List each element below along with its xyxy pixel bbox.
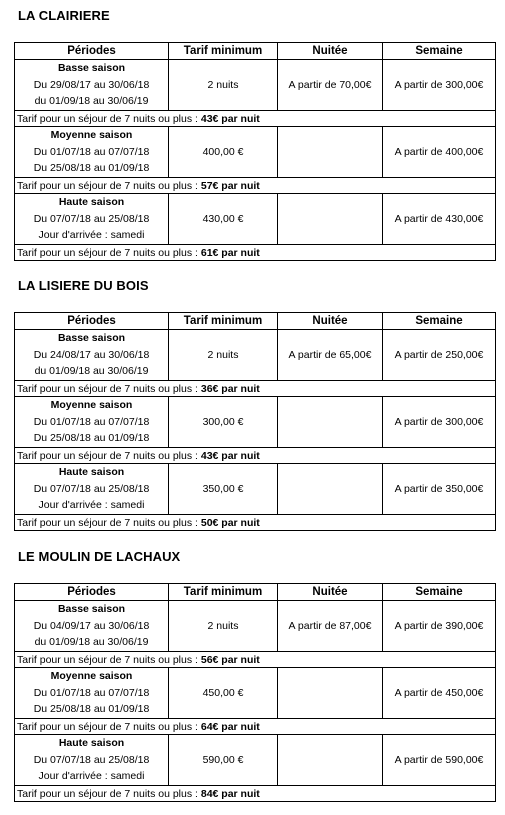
period-line: Du 29/08/17 au 30/06/18 — [33, 78, 150, 91]
night-cell — [278, 127, 383, 178]
week-cell: A partir de 300,00€ — [383, 60, 496, 111]
season-name: Moyenne saison — [50, 399, 133, 412]
night-header: Nuitée — [278, 584, 383, 601]
period-cell — [15, 330, 169, 381]
property-title: LA CLAIRIERE — [18, 8, 110, 23]
long-stay-label: Tarif pour un séjour de 7 nuits ou plus : — [17, 516, 201, 529]
night-cell: A partir de 65,00€ — [278, 330, 383, 381]
period-line: Du 07/07/18 au 25/08/18 — [33, 212, 150, 225]
season-name: Moyenne saison — [50, 670, 133, 683]
night-cell: A partir de 70,00€ — [278, 60, 383, 111]
long-stay-note — [15, 786, 496, 802]
long-stay-label: Tarif pour un séjour de 7 nuits ou plus : — [17, 787, 201, 800]
long-stay-price: 36€ par nuit — [200, 382, 260, 395]
period-cell — [15, 60, 169, 111]
week-cell: A partir de 390,00€ — [383, 601, 496, 652]
long-stay-label: Tarif pour un séjour de 7 nuits ou plus : — [17, 246, 201, 259]
season-name: Moyenne saison — [50, 129, 133, 142]
period-cell — [15, 397, 169, 448]
week-header: Semaine — [383, 43, 496, 60]
long-stay-price: 43€ par nuit — [200, 449, 260, 462]
season-name: Haute saison — [58, 466, 125, 479]
night-header: Nuitée — [278, 43, 383, 60]
long-stay-row — [15, 515, 496, 531]
long-stay-label: Tarif pour un séjour de 7 nuits ou plus : — [17, 720, 201, 733]
night-cell: A partir de 87,00€ — [278, 601, 383, 652]
periods-header: Périodes — [15, 584, 169, 601]
long-stay-row — [15, 448, 496, 464]
long-stay-label: Tarif pour un séjour de 7 nuits ou plus : — [17, 112, 201, 125]
season-row — [15, 330, 496, 381]
min-rate-header: Tarif minimum — [169, 584, 278, 601]
period-line: du 01/09/18 au 30/06/19 — [34, 636, 149, 649]
long-stay-row — [15, 719, 496, 735]
long-stay-price: 50€ par nuit — [200, 516, 260, 529]
night-cell — [278, 735, 383, 786]
long-stay-note — [15, 652, 496, 668]
min-rate-cell: 2 nuits — [169, 60, 278, 111]
long-stay-price: 61€ par nuit — [200, 246, 260, 259]
night-header: Nuitée — [278, 313, 383, 330]
min-rate-cell: 400,00 € — [169, 127, 278, 178]
min-rate-cell: 350,00 € — [169, 464, 278, 515]
long-stay-row — [15, 245, 496, 261]
season-row — [15, 194, 496, 245]
periods-header: Périodes — [15, 313, 169, 330]
night-cell — [278, 668, 383, 719]
night-cell — [278, 397, 383, 448]
long-stay-price: 64€ par nuit — [200, 720, 260, 733]
season-name: Basse saison — [57, 332, 126, 345]
long-stay-note — [15, 111, 496, 127]
period-line: Jour d'arrivée : samedi — [38, 499, 145, 512]
week-cell: A partir de 430,00€ — [383, 194, 496, 245]
property-title: LA LISIERE DU BOIS — [18, 278, 149, 293]
season-name: Basse saison — [57, 603, 126, 616]
period-cell — [15, 668, 169, 719]
tariff-table — [14, 583, 496, 802]
period-line: Jour d'arrivée : samedi — [38, 770, 145, 783]
header-row — [15, 584, 496, 601]
week-cell: A partir de 250,00€ — [383, 330, 496, 381]
long-stay-label: Tarif pour un séjour de 7 nuits ou plus : — [17, 179, 201, 192]
long-stay-price: 56€ par nuit — [200, 653, 260, 666]
season-name: Basse saison — [57, 62, 126, 75]
min-rate-header: Tarif minimum — [169, 313, 278, 330]
period-line: Du 01/07/18 au 07/07/18 — [33, 415, 150, 428]
long-stay-row — [15, 652, 496, 668]
period-line: Du 24/08/17 au 30/06/18 — [33, 348, 150, 361]
week-cell: A partir de 350,00€ — [383, 464, 496, 515]
min-rate-cell: 300,00 € — [169, 397, 278, 448]
week-cell: A partir de 300,00€ — [383, 397, 496, 448]
period-line: Du 25/08/18 au 01/09/18 — [33, 703, 150, 716]
long-stay-price: 57€ par nuit — [200, 179, 260, 192]
long-stay-note — [15, 448, 496, 464]
night-cell — [278, 194, 383, 245]
period-cell — [15, 464, 169, 515]
min-rate-cell: 430,00 € — [169, 194, 278, 245]
season-row — [15, 397, 496, 448]
period-cell — [15, 127, 169, 178]
long-stay-row — [15, 381, 496, 397]
season-row — [15, 601, 496, 652]
season-name: Haute saison — [58, 737, 125, 750]
week-header: Semaine — [383, 313, 496, 330]
tariff-table — [14, 312, 496, 531]
min-rate-header: Tarif minimum — [169, 43, 278, 60]
period-line: Du 04/09/17 au 30/06/18 — [33, 619, 150, 632]
long-stay-label: Tarif pour un séjour de 7 nuits ou plus : — [17, 382, 201, 395]
period-line: du 01/09/18 au 30/06/19 — [34, 365, 149, 378]
long-stay-note — [15, 381, 496, 397]
property-title: LE MOULIN DE LACHAUX — [18, 549, 181, 564]
week-cell: A partir de 590,00€ — [383, 735, 496, 786]
season-row — [15, 127, 496, 178]
period-line: Du 01/07/18 au 07/07/18 — [33, 686, 150, 699]
period-cell — [15, 601, 169, 652]
long-stay-note — [15, 178, 496, 194]
night-cell — [278, 464, 383, 515]
long-stay-label: Tarif pour un séjour de 7 nuits ou plus : — [17, 449, 201, 462]
long-stay-row — [15, 786, 496, 802]
long-stay-note — [15, 245, 496, 261]
period-line: Du 07/07/18 au 25/08/18 — [33, 753, 150, 766]
long-stay-note — [15, 515, 496, 531]
period-line: du 01/09/18 au 30/06/19 — [34, 95, 149, 108]
tariff-table — [14, 42, 496, 261]
min-rate-cell: 450,00 € — [169, 668, 278, 719]
min-rate-cell: 590,00 € — [169, 735, 278, 786]
period-line: Du 25/08/18 au 01/09/18 — [33, 162, 150, 175]
season-name: Haute saison — [58, 196, 125, 209]
long-stay-note — [15, 719, 496, 735]
period-line: Du 25/08/18 au 01/09/18 — [33, 432, 150, 445]
season-row — [15, 668, 496, 719]
season-row — [15, 735, 496, 786]
min-rate-cell: 2 nuits — [169, 330, 278, 381]
period-line: Du 07/07/18 au 25/08/18 — [33, 482, 150, 495]
long-stay-row — [15, 111, 496, 127]
long-stay-label: Tarif pour un séjour de 7 nuits ou plus : — [17, 653, 201, 666]
week-cell: A partir de 400,00€ — [383, 127, 496, 178]
long-stay-price: 43€ par nuit — [200, 112, 260, 125]
period-line: Du 01/07/18 au 07/07/18 — [33, 145, 150, 158]
period-line: Jour d'arrivée : samedi — [38, 229, 145, 242]
period-cell — [15, 194, 169, 245]
long-stay-row — [15, 178, 496, 194]
week-cell: A partir de 450,00€ — [383, 668, 496, 719]
header-row — [15, 43, 496, 60]
min-rate-cell: 2 nuits — [169, 601, 278, 652]
week-header: Semaine — [383, 584, 496, 601]
season-row — [15, 464, 496, 515]
header-row — [15, 313, 496, 330]
long-stay-price: 84€ par nuit — [200, 787, 260, 800]
period-cell — [15, 735, 169, 786]
season-row — [15, 60, 496, 111]
periods-header: Périodes — [15, 43, 169, 60]
